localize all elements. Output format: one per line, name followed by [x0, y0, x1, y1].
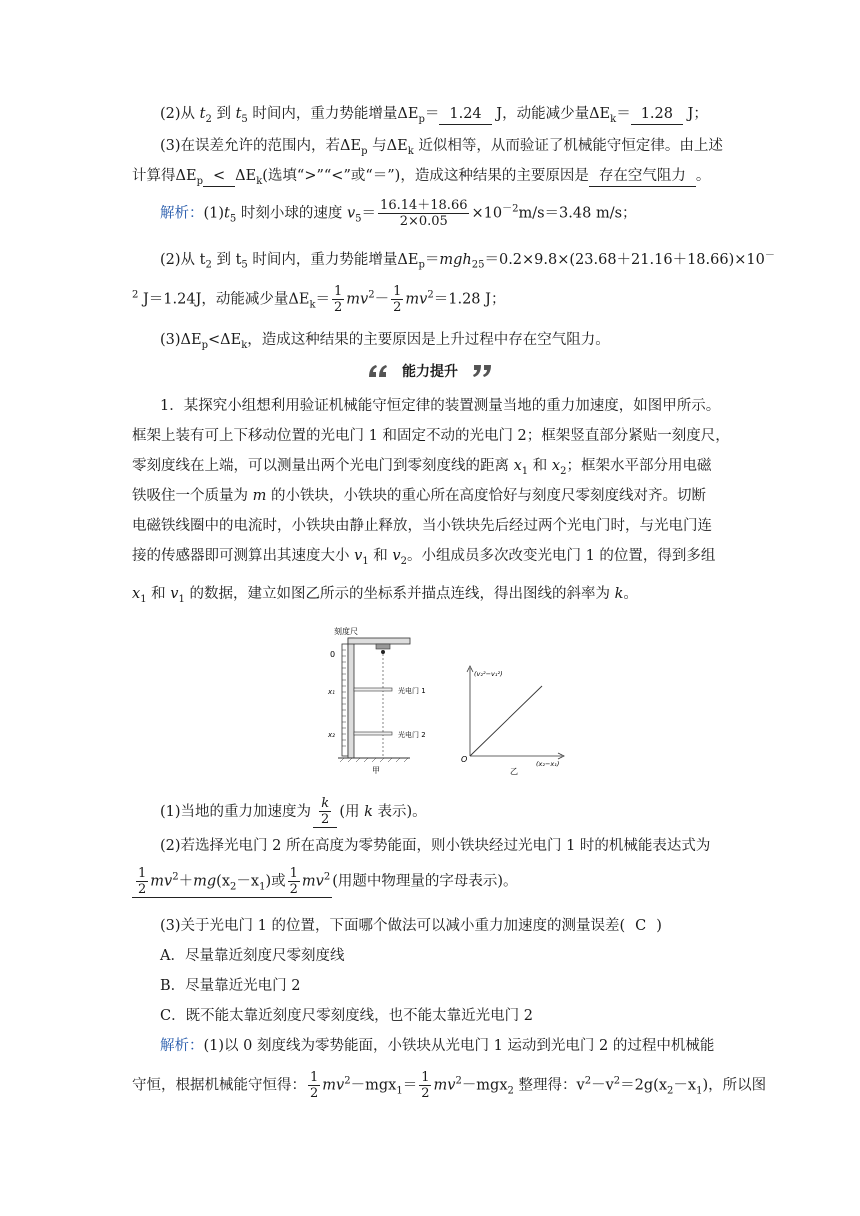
answer-blank: $\frac{1}{2}$ $mv^2+mg(x_2-x_1)$或 $\frac{1}{2}$ $mv^2$ — [132, 866, 332, 898]
question-3: (3)关于光电门 1 的位置，下面哪个做法可以减小重力加速度的测量误差( C ) — [160, 918, 662, 934]
fraction: $\frac{1}{2}$ — [310, 1070, 319, 1101]
fraction: $\frac{1}{2}$ — [334, 284, 343, 315]
x1-label: x₁ — [328, 688, 335, 696]
question-2-answer: $\frac{1}{2}$ $mv^2+mg(x_2-x_1)$或 $\frac{1}{2}$ $mv^2$ (用题中物理量的字母表示)。 — [132, 866, 732, 898]
caption-jia: 甲 — [372, 766, 380, 775]
solution-line-2: (2)从 $t_2$ 到 $t_5$ 时间内，重力势能增量$\Delta E_p=mgh_{25}=0.2\times 9.8\times(23.68+21.16+18.66)\times 10^-$ — [160, 250, 775, 271]
section-title: 能力提升 — [402, 363, 458, 380]
figure-graph — [450, 660, 570, 776]
problem-line-5: 电磁铁线圈中的电流时，小铁块由静止释放，当小铁块先后经过两个光电门时，与光电门连 — [132, 518, 712, 534]
zero-label: 0 — [330, 650, 336, 659]
origin-label: O — [461, 755, 468, 764]
problem-line-1: 1．某探究小组想利用验证机械能守恒定律的装置测量当地的重力加速度，如图甲所示。 — [160, 398, 721, 414]
problem-line-7: $x_1$ 和 $v_1$ 的数据，建立如图乙所示的坐标系并描点连线，得出图线的斜率为 k。 — [132, 586, 638, 605]
answer-blank: 存在空气阻力 — [589, 166, 696, 187]
answer-blank: < — [203, 166, 235, 187]
x-axis-label: (x₂−x₁) — [536, 760, 560, 768]
option-a: A．尽量靠近刻度尺零刻度线 — [160, 948, 345, 964]
gate-1 — [354, 688, 392, 691]
answer-line-3b: 计算得$\Delta E_p < \Delta E_k$(选填“>”“<”或“＝”)，造成这种结果的主要原因是 存在空气阻力 。 — [132, 168, 711, 187]
x2-label: x₂ — [328, 731, 335, 739]
fraction: $\frac{16.14+18.66}{2\times 0.05}$ — [380, 198, 468, 229]
option-b: B．尽量靠近光电门 2 — [160, 978, 301, 994]
ruler-label: 刻度尺 — [334, 627, 358, 636]
gate-1-label: 光电门 1 — [398, 687, 426, 695]
question-1: (1)当地的重力加速度为 $\frac{k}{2}$ (用 k 表示)。 — [160, 796, 427, 827]
choice-answer: C — [635, 918, 647, 934]
gate-2-label: 光电门 2 — [398, 731, 426, 739]
quote-open-icon — [367, 363, 389, 379]
answer-fraction: $\frac{k}{2}$ — [313, 796, 337, 828]
fraction: $\frac{1}{2}$ — [138, 866, 147, 897]
question-2: (2)若选择光电门 2 所在高度为零势能面，则小铁块经过光电门 1 时的机械能表达式为 — [160, 838, 711, 854]
answer-line-2: (2)从 $t_2$ 到 $t_5$ 时间内，重力势能增量$\Delta E_p= 1.24$ J，动能减少量$\Delta E_k= 1.28$ J； — [160, 106, 708, 125]
electromagnet — [376, 644, 390, 649]
section-banner — [0, 360, 860, 381]
iron-block — [381, 650, 385, 654]
fraction: $\frac{1}{2}$ — [393, 284, 402, 315]
caption-yi: 乙 — [510, 767, 518, 776]
figure-apparatus — [320, 624, 426, 775]
answer-blank: 1.28 — [631, 104, 683, 125]
quote-close-icon — [471, 363, 493, 379]
problem-line-2: 框架上装有可上下移动位置的光电门 1 和固定不动的光电门 2；框架竖直部分紧贴一刻度尺， — [132, 428, 730, 444]
solution-line-4: $(3)\Delta E_p<\Delta E_k$，造成这种结果的主要原因是上升过程中存在空气阻力。 — [160, 332, 610, 351]
solution-line-3: $^2$ J＝1.24J，动能减少量$\Delta E_k=$ $\frac{1}{2}$ $mv^2-$ $\frac{1}{2}$ $mv^2=1.28$ J； — [132, 284, 506, 315]
solution-label: 解析： — [160, 205, 204, 222]
problem-line-4: 铁吸住一个质量为 m 的小铁块，小铁块的重心所在高度恰好与刻度尺零刻度线对齐。切断 — [132, 488, 706, 504]
option-c: C．既不能太靠近刻度尺零刻度线，也不能太靠近光电门 2 — [160, 1008, 533, 1024]
problem-line-3: 零刻度线在上端，可以测量出两个光电门到零刻度线的距离 $x_1$ 和 $x_2$；框架水平部分用电磁 — [132, 458, 712, 477]
gate-2 — [354, 732, 392, 735]
fraction: $\frac{1}{2}$ — [421, 1070, 430, 1101]
solution-line-1: 解析：$(1)t_5$ 时刻小球的速度 $v_5=$ $\frac{16.14+18.66}{2\times 0.05}$ $\times 10^{-2}m/s=3.48$ m/s； — [160, 198, 637, 229]
y-axis-label: (v₂²−v₁²) — [474, 670, 503, 678]
solution-label: 解析： — [160, 1038, 204, 1054]
frame-horizontal — [348, 638, 410, 644]
solution-2-line-2: 守恒，根据机械能守恒得： $\frac{1}{2}$ $mv^2-mgx_1=$ $\frac{1}{2}$ $mv^2-mgx_2$ 整理得：$v^2-v^2=2g(x_2-x_1)$，所以图 — [132, 1070, 767, 1101]
ruler — [342, 644, 348, 756]
fraction: $\frac{1}{2}$ — [289, 866, 298, 897]
problem-line-6: 接的传感器即可测算出其速度大小 $v_1$ 和 $v_2$。小组成员多次改变光电门 1 的位置，得到多组 — [132, 548, 716, 567]
frame-vertical — [348, 638, 354, 758]
solution-2-line-1: 解析：(1)以 0 刻度线为零势能面，小铁块从光电门 1 运动到光电门 2 的过程中机械能 — [160, 1038, 715, 1054]
answer-line-3: (3)在误差允许的范围内，若$\Delta E_p$ 与$\Delta E_k$ 近似相等，从而验证了机械能守恒定律。由上述 — [160, 138, 723, 157]
graph-line — [470, 686, 542, 756]
ground-hatch — [340, 758, 408, 762]
answer-blank: 1.24 — [439, 104, 491, 125]
